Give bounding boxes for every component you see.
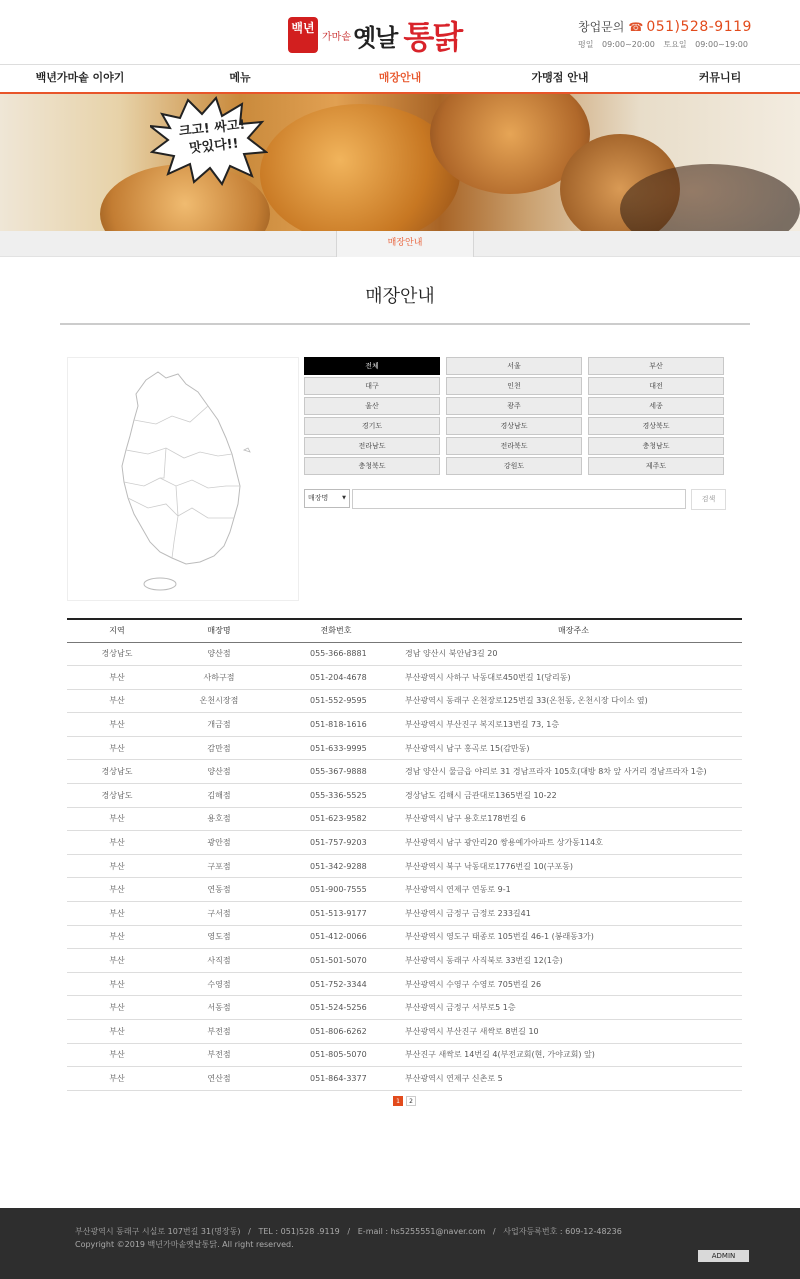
nav-item-menu[interactable]: 메뉴 bbox=[229, 71, 251, 84]
nav-item-story[interactable]: 백년가마솥 이야기 bbox=[35, 71, 125, 84]
region-button[interactable]: 충청남도 bbox=[588, 437, 724, 455]
cell-store-name: 사하구점 bbox=[167, 666, 271, 690]
nav-item-stores[interactable]: 매장안내 bbox=[378, 71, 422, 84]
page-button[interactable]: 2 bbox=[406, 1096, 416, 1106]
cell-region: 부산 bbox=[67, 713, 167, 737]
table-row bbox=[67, 1043, 742, 1067]
cell-region: 부산 bbox=[67, 807, 167, 831]
footer-sep: / bbox=[243, 1227, 256, 1236]
region-button[interactable]: 제주도 bbox=[588, 457, 724, 475]
site-footer bbox=[0, 1208, 800, 1279]
region-button[interactable]: 경상남도 bbox=[446, 417, 582, 435]
header-region: 지역 bbox=[67, 619, 167, 642]
cell-phone: 051-204-4678 bbox=[271, 666, 401, 690]
saturday-label: 토요일 bbox=[663, 40, 687, 49]
table-row bbox=[67, 902, 742, 926]
cell-phone: 055-366-8881 bbox=[271, 642, 401, 666]
chevron-down-icon: ▼ bbox=[342, 495, 346, 501]
cell-region: 부산 bbox=[67, 902, 167, 926]
cell-address: 경남 양산시 북안남3길 20 bbox=[401, 642, 742, 666]
table-row bbox=[67, 713, 742, 737]
cell-region: 경상남도 bbox=[67, 784, 167, 808]
pagination bbox=[393, 1096, 416, 1106]
cell-address: 부산광역시 사하구 낙동대로450번길 1(당리동) bbox=[401, 666, 742, 690]
footer-tel: TEL : 051)528 .9119 bbox=[258, 1227, 340, 1236]
sub-nav bbox=[0, 231, 800, 257]
page-title: 매장안내 bbox=[365, 286, 435, 307]
cell-phone: 051-818-1616 bbox=[271, 713, 401, 737]
cell-phone: 051-552-9595 bbox=[271, 689, 401, 713]
footer-copyright: Copyright ©2019 백년가마솥옛날통닭. All right reserved. bbox=[75, 1240, 294, 1249]
hero-banner bbox=[0, 94, 800, 231]
cell-region: 부산 bbox=[67, 736, 167, 760]
footer-info bbox=[75, 1226, 622, 1237]
footer-sep: / bbox=[342, 1227, 356, 1236]
cell-phone: 051-342-9288 bbox=[271, 854, 401, 878]
cell-phone: 051-757-9203 bbox=[271, 831, 401, 855]
cell-address: 경상남도 김해시 금관대로1365번길 10-22 bbox=[401, 784, 742, 808]
header-address: 매장주소 bbox=[401, 619, 742, 642]
region-button[interactable]: 부산 bbox=[588, 357, 724, 375]
admin-button[interactable]: ADMIN bbox=[698, 1250, 749, 1262]
footer-bizno: 사업자등록번호 : 609-12-48236 bbox=[503, 1227, 622, 1236]
footer-email: E-mail : hs5255551@naver.com bbox=[357, 1227, 486, 1236]
region-button[interactable]: 세종 bbox=[588, 397, 724, 415]
cell-region: 부산 bbox=[67, 925, 167, 949]
cell-phone: 051-864-3377 bbox=[271, 1067, 401, 1091]
logo-small-text: 가마솥 bbox=[322, 31, 351, 43]
korea-map[interactable] bbox=[67, 357, 299, 601]
cell-region: 부산 bbox=[67, 831, 167, 855]
chicken-image bbox=[260, 104, 460, 231]
cell-store-name: 광안점 bbox=[167, 831, 271, 855]
cell-region: 부산 bbox=[67, 1043, 167, 1067]
cell-address: 부산광역시 금정구 서부로5 1층 bbox=[401, 996, 742, 1020]
cell-store-name: 용호점 bbox=[167, 807, 271, 831]
cell-store-name: 연동점 bbox=[167, 878, 271, 902]
table-row bbox=[67, 1020, 742, 1044]
table-row bbox=[67, 831, 742, 855]
search-button[interactable]: 검색 bbox=[691, 489, 726, 510]
logo-dak-text: 통닭 bbox=[403, 18, 462, 56]
cell-region: 부산 bbox=[67, 1020, 167, 1044]
region-button[interactable]: 인천 bbox=[446, 377, 582, 395]
cell-store-name: 구포점 bbox=[167, 854, 271, 878]
cell-address: 부산광역시 연제구 신촌로 5 bbox=[401, 1067, 742, 1091]
cell-phone: 051-524-5256 bbox=[271, 996, 401, 1020]
cell-region: 부산 bbox=[67, 1067, 167, 1091]
cell-phone: 051-806-6262 bbox=[271, 1020, 401, 1044]
store-search bbox=[304, 489, 726, 510]
table-row bbox=[67, 760, 742, 784]
region-button[interactable]: 대구 bbox=[304, 377, 440, 395]
cell-region: 경상남도 bbox=[67, 760, 167, 784]
cell-address: 부산광역시 연제구 연동로 9-1 bbox=[401, 878, 742, 902]
table-row bbox=[67, 949, 742, 973]
table-row bbox=[67, 807, 742, 831]
table-row bbox=[67, 925, 742, 949]
cell-store-name: 감만점 bbox=[167, 736, 271, 760]
cell-address: 부산광역시 남구 홍곡로 15(감만동) bbox=[401, 736, 742, 760]
header-store-name: 매장명 bbox=[167, 619, 271, 642]
cell-store-name: 양산점 bbox=[167, 642, 271, 666]
cell-phone: 051-623-9582 bbox=[271, 807, 401, 831]
region-button[interactable]: 광주 bbox=[446, 397, 582, 415]
cell-store-name: 사직점 bbox=[167, 949, 271, 973]
business-hours bbox=[578, 39, 778, 50]
region-button[interactable]: 서울 bbox=[446, 357, 582, 375]
region-button[interactable]: 대전 bbox=[588, 377, 724, 395]
cell-region: 부산 bbox=[67, 854, 167, 878]
table-row bbox=[67, 736, 742, 760]
cell-phone: 051-752-3344 bbox=[271, 972, 401, 996]
burst-line1: 크고! 싸고! bbox=[178, 117, 246, 140]
cell-region: 부산 bbox=[67, 666, 167, 690]
cell-address: 부산진구 새싹로 14번길 4(부전교회(현, 가야교회) 앞) bbox=[401, 1043, 742, 1067]
phone-icon: ☎ bbox=[628, 19, 644, 34]
cell-phone: 051-412-0066 bbox=[271, 925, 401, 949]
table-header-row bbox=[67, 619, 742, 642]
contact-label: 창업문의 bbox=[578, 20, 625, 34]
region-button[interactable]: 전라북도 bbox=[446, 437, 582, 455]
cell-store-name: 양산점 bbox=[167, 760, 271, 784]
burst-line2: 맛있다!! bbox=[188, 136, 240, 157]
cell-address: 부산광역시 금정구 금정로 233길41 bbox=[401, 902, 742, 926]
cell-address: 부산광역시 부산진구 복지로13번길 73, 1층 bbox=[401, 713, 742, 737]
region-button[interactable]: 경상북도 bbox=[588, 417, 724, 435]
cell-store-name: 부전점 bbox=[167, 1020, 271, 1044]
cell-store-name: 부전점 bbox=[167, 1043, 271, 1067]
region-button[interactable]: 전체 bbox=[304, 357, 440, 375]
cell-phone: 051-513-9177 bbox=[271, 902, 401, 926]
store-table bbox=[67, 618, 742, 1091]
cell-store-name: 영도점 bbox=[167, 925, 271, 949]
region-button[interactable]: 울산 bbox=[304, 397, 440, 415]
cell-address: 부산광역시 남구 광안리20 쌍용예가아파트 상가동114호 bbox=[401, 831, 742, 855]
cell-store-name: 온천시장점 bbox=[167, 689, 271, 713]
subnav-item-stores[interactable]: 매장안내 bbox=[336, 231, 474, 257]
table-row bbox=[67, 784, 742, 808]
region-button[interactable]: 전라남도 bbox=[304, 437, 440, 455]
main-nav bbox=[0, 64, 800, 94]
table-row bbox=[67, 996, 742, 1020]
cell-region: 부산 bbox=[67, 996, 167, 1020]
title-divider bbox=[60, 323, 750, 325]
cell-address: 부산광역시 수영구 수영로 705번길 26 bbox=[401, 972, 742, 996]
cell-address: 부산광역시 남구 용호로178번길 6 bbox=[401, 807, 742, 831]
region-filter bbox=[304, 357, 724, 475]
region-button[interactable]: 충청북도 bbox=[304, 457, 440, 475]
cell-address: 부산광역시 부산진구 새싹로 8번길 10 bbox=[401, 1020, 742, 1044]
cell-store-name: 서동점 bbox=[167, 996, 271, 1020]
cell-phone: 051-501-5070 bbox=[271, 949, 401, 973]
cell-phone: 055-336-5525 bbox=[271, 784, 401, 808]
table-row bbox=[67, 689, 742, 713]
table-row bbox=[67, 878, 742, 902]
cell-region: 부산 bbox=[67, 689, 167, 713]
cell-address: 부산광역시 동래구 사직북로 33번길 12(1층) bbox=[401, 949, 742, 973]
cell-phone: 051-805-5070 bbox=[271, 1043, 401, 1067]
cell-address: 부산광역시 북구 낙동대로1776번길 10(구포동) bbox=[401, 854, 742, 878]
search-field-select[interactable] bbox=[304, 489, 350, 508]
cell-store-name: 개금점 bbox=[167, 713, 271, 737]
table-row bbox=[67, 854, 742, 878]
search-input[interactable] bbox=[352, 489, 686, 509]
search-field-value: 매장명 bbox=[308, 494, 329, 502]
cell-phone: 051-633-9995 bbox=[271, 736, 401, 760]
cell-region: 부산 bbox=[67, 878, 167, 902]
cell-region: 경상남도 bbox=[67, 642, 167, 666]
logo-seal: 백년 bbox=[288, 17, 318, 53]
cell-store-name: 구서점 bbox=[167, 902, 271, 926]
cell-region: 부산 bbox=[67, 949, 167, 973]
weekday-hours: 09:00~20:00 bbox=[602, 40, 655, 49]
cell-store-name: 연산점 bbox=[167, 1067, 271, 1091]
cell-store-name: 김해점 bbox=[167, 784, 271, 808]
table-row bbox=[67, 972, 742, 996]
contact-phone: 051)528-9119 bbox=[646, 18, 752, 35]
footer-sep: / bbox=[487, 1227, 501, 1236]
cell-phone: 051-900-7555 bbox=[271, 878, 401, 902]
footer-address: 부산광역시 동래구 시실로 107번길 31(명장동) bbox=[75, 1227, 241, 1236]
logo-old-text: 옛날 bbox=[352, 23, 398, 52]
site-logo[interactable] bbox=[288, 14, 524, 56]
franchise-contact bbox=[578, 18, 778, 50]
header-phone: 전화번호 bbox=[271, 619, 401, 642]
cell-phone: 055-367-9888 bbox=[271, 760, 401, 784]
region-button[interactable]: 경기도 bbox=[304, 417, 440, 435]
nav-item-community[interactable]: 커뮤니티 bbox=[698, 71, 742, 84]
cell-address: 부산광역시 동래구 온천장로125번길 33(온천동, 온천시장 다이소 옆) bbox=[401, 689, 742, 713]
cell-region: 부산 bbox=[67, 972, 167, 996]
cell-address: 경남 양산시 물금읍 야리로 31 경남프라자 105호(대방 8차 앞 사거리 경남프라자 1층) bbox=[401, 760, 742, 784]
table-row bbox=[67, 666, 742, 690]
region-button[interactable]: 강원도 bbox=[446, 457, 582, 475]
weekday-label: 평일 bbox=[578, 40, 594, 49]
nav-item-franchise[interactable]: 가맹점 안내 bbox=[531, 71, 589, 84]
cell-store-name: 수영점 bbox=[167, 972, 271, 996]
page-button[interactable]: 1 bbox=[393, 1096, 403, 1106]
saturday-hours: 09:00~19:00 bbox=[695, 40, 748, 49]
table-row bbox=[67, 642, 742, 666]
cell-address: 부산광역시 영도구 태종로 105번길 46-1 (봉래동3가) bbox=[401, 925, 742, 949]
korea-map-outline bbox=[68, 358, 300, 602]
table-row bbox=[67, 1067, 742, 1091]
site-header bbox=[0, 0, 800, 64]
